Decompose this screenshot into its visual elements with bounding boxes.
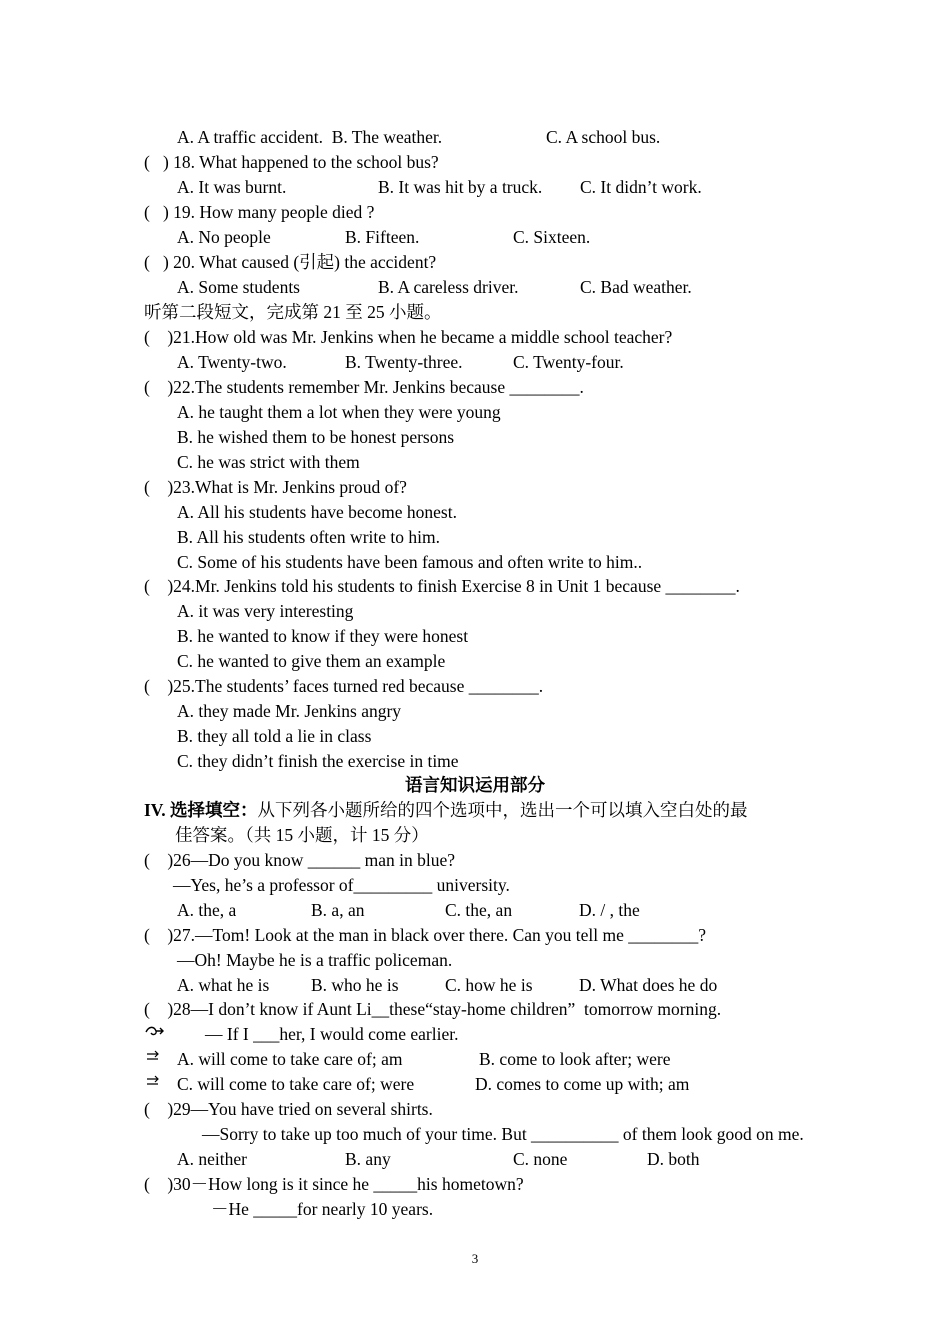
q26-stem: ( )26—Do you know ______ man in blue? (144, 850, 456, 870)
q23-option-a: A. All his students have become honest. (177, 502, 457, 522)
q29-stem: ( )29—You have tried on several shirts. (144, 1099, 433, 1119)
q28-option-b: B. come to look after; were (479, 1049, 671, 1069)
curly-arrow-icon (144, 1023, 166, 1046)
q27-response: —Oh! Maybe he is a traffic policeman. (177, 950, 453, 970)
section-iv-instruction (144, 799, 747, 821)
q23-option-b: B. All his students often write to him. (177, 527, 440, 547)
q18-option-c: C. It didn’t work. (580, 177, 702, 197)
page-number: 3 (471, 1251, 479, 1266)
q29-option-d: D. both (647, 1149, 700, 1169)
q24-stem: ( )24.Mr. Jenkins told his students to finish Exercise 8 in Unit 1 because ________. (144, 576, 740, 596)
q18-option-b: B. It was hit by a truck. (378, 177, 543, 197)
q20-option-b: B. A careless driver. (378, 277, 519, 297)
q22-option-c: C. he was strict with them (177, 452, 360, 472)
q21-option-a: A. Twenty-two. (177, 352, 287, 372)
q26-option-d: D. / , the (579, 900, 640, 920)
section-iv-instruction-text: 从下列各小题所给的四个选项中，选出一个可以填入空白处的最 (257, 800, 748, 820)
q17-options: A. A traffic accident. B. The weather. (177, 127, 443, 147)
q29-option-a: A. neither (177, 1149, 247, 1169)
double-arrow-icon (144, 1050, 162, 1069)
double-arrow-icon (144, 1075, 162, 1094)
q26-option-a: A. the, a (177, 900, 237, 920)
section-iv-label: IV. 选择填空： (144, 800, 258, 820)
q25-option-b: B. they all told a lie in class (177, 726, 372, 746)
q19-option-b: B. Fifteen. (345, 227, 420, 247)
q29-option-c: C. none (513, 1149, 568, 1169)
q30-stem: ( )30－How long is it since he _____his hometown? (144, 1174, 524, 1194)
q28-response: — If I ___her, I would come earlier. (205, 1024, 459, 1044)
q17-option-c: C. A school bus. (546, 127, 661, 147)
q18-option-a: A. It was burnt. (177, 177, 287, 197)
q28-stem: ( )28—I don’t know if Aunt Li__these“stay-home children” tomorrow morning. (144, 999, 722, 1019)
q19-option-c: C. Sixteen. (513, 227, 591, 247)
q21-option-b: B. Twenty-three. (345, 352, 463, 372)
q27-option-b: B. who he is (311, 975, 399, 995)
section-iv-instruction-cont: 佳答案。（共 15 小题，计 15 分） (175, 825, 429, 845)
q22-option-a: A. he taught them a lot when they were young (177, 402, 501, 422)
q24-option-c: C. he wanted to give them an example (177, 651, 446, 671)
q27-option-d: D. What does he do (579, 975, 718, 995)
q24-option-a: A. it was very interesting (177, 601, 354, 621)
q28-option-d: D. comes to come up with; am (475, 1074, 690, 1094)
q23-option-c: C. Some of his students have been famous and often write to him.. (177, 552, 643, 572)
q20-stem: ( ) 20. What caused (引起) the accident? (144, 252, 437, 272)
q27-option-a: A. what he is (177, 975, 270, 995)
q25-option-a: A. they made Mr. Jenkins angry (177, 701, 402, 721)
q28-option-c: C. will come to take care of; were (177, 1074, 415, 1094)
q20-option-c: C. Bad weather. (580, 277, 692, 297)
q19-option-a: A. No people (177, 227, 271, 247)
q21-option-c: C. Twenty-four. (513, 352, 624, 372)
q26-option-c: C. the, an (445, 900, 513, 920)
q29-response: —Sorry to take up too much of your time. But __________ of them look good on me. (202, 1124, 804, 1144)
q18-stem: ( ) 18. What happened to the school bus? (144, 152, 439, 172)
q24-option-b: B. he wanted to know if they were honest (177, 626, 469, 646)
q26-option-b: B. a, an (311, 900, 365, 920)
q27-option-c: C. how he is (445, 975, 533, 995)
q26-response: —Yes, he’s a professor of_________ university. (173, 875, 510, 895)
q30-response: －He _____for nearly 10 years. (211, 1199, 434, 1219)
q22-option-b: B. he wished them to be honest persons (177, 427, 455, 447)
q22-stem: ( )22.The students remember Mr. Jenkins because ________. (144, 377, 584, 397)
passage2-instruction: 听第二段短文，完成第 21 至 25 小题。 (144, 302, 442, 322)
section-title: 语言知识运用部分 (405, 775, 545, 795)
q19-stem: ( ) 19. How many people died ? (144, 202, 375, 222)
q25-stem: ( )25.The students’ faces turned red because ________. (144, 676, 544, 696)
q28-option-a: A. will come to take care of; am (177, 1049, 403, 1069)
q27-stem: ( )27.—Tom! Look at the man in black over there. Can you tell me ________? (144, 925, 707, 945)
q21-stem: ( )21.How old was Mr. Jenkins when he became a middle school teacher? (144, 327, 673, 347)
q23-stem: ( )23.What is Mr. Jenkins proud of? (144, 477, 407, 497)
q25-option-c: C. they didn’t finish the exercise in time (177, 751, 459, 771)
q20-option-a: A. Some students (177, 277, 300, 297)
q29-option-b: B. any (345, 1149, 391, 1169)
